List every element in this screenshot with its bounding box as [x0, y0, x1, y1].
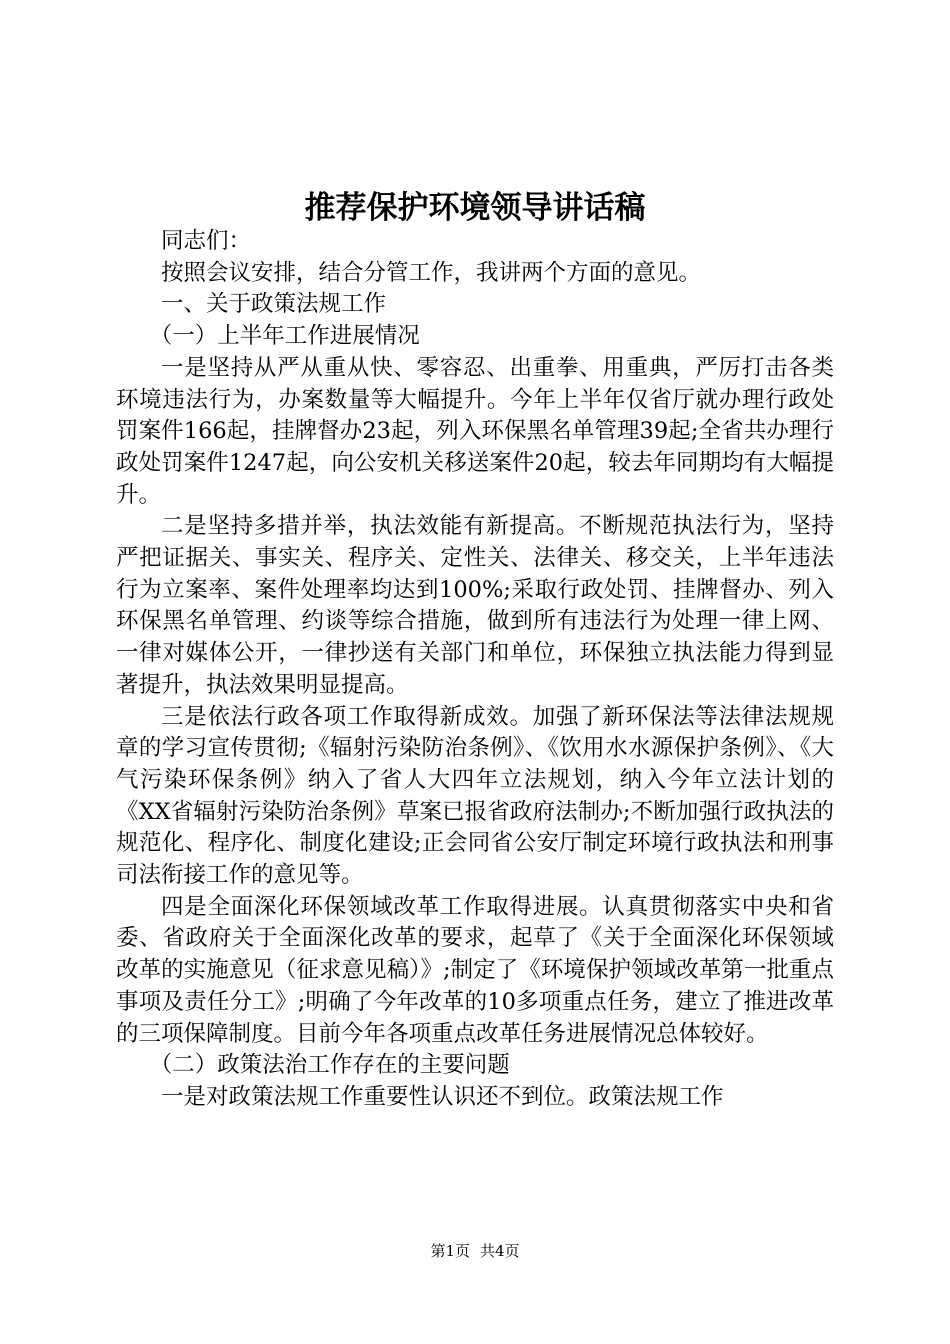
subsection-heading-progress: （一）上半年工作进展情况: [149, 323, 420, 350]
page-total: 共4页: [480, 1242, 520, 1260]
paragraph-point-4: 四是全面深化环保领域改革工作取得进展。认真贯彻落实中央和省委、省政府关于全面深化改革的要求，起草了《关于全面深化环保领域改革的实施意见（征求意见稿）》;制定了《环境保护领域改革第一批重点事项及责任分工》;明确了今年改革的10多项重点任务，建立了推进改革的三项保障制度。目前今年各项重点改革任务进展情况总体较好。: [116, 893, 834, 1047]
section-heading-policy: 一、关于政策法规工作: [161, 291, 387, 318]
paragraph-point-2: 二是坚持多措并举，执法效能有新提高。不断规范执法行为，坚持严把证据关、事实关、程序关、定性关、法律关、移交关，上半年违法行为立案率、案件处理率均达到100%;采取行政处罚、挂牌督办、列入环保黑名单管理、约谈等综合措施，做到所有违法行为处理一律上网、一律对媒体公开，一律抄送有关部门和单位，环保独立执法能力得到显著提升，执法效果明显提高。: [116, 513, 834, 698]
document-title: 推荐保护环境领导讲话稿: [304, 190, 646, 226]
document-body: [116, 226, 834, 1114]
subsection-heading-problems: （二）政策法治工作存在的主要问题: [149, 1052, 510, 1079]
paragraph-point-1: 一是坚持从严从重从快、零容忍、出重拳、用重典，严厉打击各类环境违法行为，办案数量等大幅提升。今年上半年仅省厅就办理行政处罚案件166起，挂牌督办23起，列入环保黑名单管理39起;全省共办理行政处罚案件1247起，向公安机关移送案件20起，较去年同期均有大幅提升。: [116, 354, 834, 508]
paragraph-point-3: 三是依法行政各项工作取得新成效。加强了新环保法等法律法规规章的学习宣传贯彻;《辐射污染防治条例》、《饮用水水源保护条例》、《大气污染环保条例》纳入了省人大四年立法规划，纳入今年立法计划的《XX省辐射污染防治条例》草案已报省政府法制办;不断加强行政执法的规范化、程序化、制度化建设;正会同省公安厅制定环境行政执法和刑事司法衔接工作的意见等。: [116, 703, 834, 889]
page-footer: [0, 1241, 950, 1261]
paragraph-problem-1: 一是对政策法规工作重要性认识还不到位。政策法规工作: [161, 1083, 724, 1110]
page-number: 第1页: [430, 1242, 470, 1260]
paragraph-salutation: 同志们：: [161, 228, 252, 254]
paragraph-intro: 按照会议安排，结合分管工作，我讲两个方面的意见。: [161, 259, 702, 286]
